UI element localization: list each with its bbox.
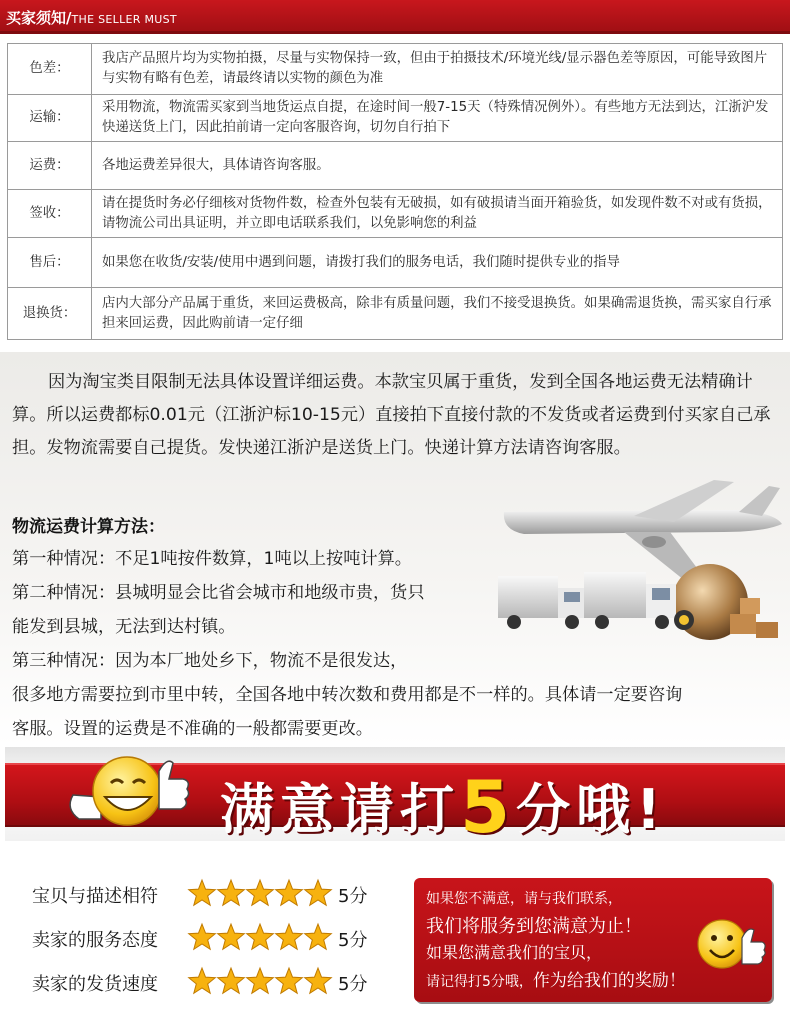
star-icon: [189, 968, 216, 993]
notice-row-signing: [8, 190, 783, 238]
notice-row-transport: [8, 95, 783, 142]
star-icon: [218, 880, 245, 905]
five-star-icon: [187, 922, 337, 952]
rating-score: 5分: [338, 930, 368, 951]
note-line: [426, 966, 686, 991]
buyer-notice-table: [7, 43, 783, 340]
freight-intro: 因为淘宝类目限制无法具体设置详细运费。本款宝贝属于重货，发到全国各地运费无法精确计算。所以运费都标0.01元（江浙沪标10-15元）直接拍下直接付款的不发货或者运费到付买家自己承担。发物流需要自己提货。发快递江浙沪是送货上门。快递计算方法请咨询客服。: [12, 372, 771, 458]
five-star-icon: [187, 966, 337, 996]
notice-text: 请在提货时务必仔细核对货物件数，检查外包装有无破损，如有破损请当面开箱验货，如发现件数不对或有货损，请物流公司出具证明，并立即电话联系我们，以免影响您的利益: [92, 190, 783, 238]
star-icon: [305, 880, 332, 905]
star-icon: [276, 968, 303, 993]
rating-row: [32, 920, 392, 964]
method-line: 客服。设置的运费是不准确的一般都需要更改。: [12, 719, 373, 739]
star-icon: [218, 924, 245, 949]
satisfaction-note: [414, 878, 772, 1002]
note-line-part: 请记得打5分哦，: [426, 974, 533, 990]
notice-text: 店内大部分产品属于重货，来回运费极高，除非有质量问题，我们不接受退换货。如果确需退货换，需买家自行承担来回运费，因此购前请一定仔细: [92, 288, 783, 340]
method-line: 能发到县城，无法到达村镇。: [12, 617, 236, 637]
method-title: 物流运费计算方法：: [12, 517, 165, 537]
rating-row: [32, 876, 392, 920]
note-line: 如果您不满意，请与我们联系，: [426, 891, 622, 907]
star-icon: [218, 968, 245, 993]
ratings-list: [32, 876, 392, 1008]
notice-label: 色差：: [8, 44, 92, 95]
rating-label: 卖家的服务态度: [32, 930, 158, 951]
notice-text: 我店产品照片均为实物拍摄，尽量与实物保持一致，但由于拍摄技术/环境光线/显示器色差等原因，可能导致图片与实物有略有色差，请最终请以实物的颜色为准: [92, 44, 783, 95]
method-line: 第二种情况：县城明显会比省会城市和地级市贵，货只: [12, 583, 425, 603]
thumbs-up-smiley-icon: [55, 749, 195, 839]
notice-row-color: [8, 44, 783, 95]
rating-label: 卖家的发货速度: [32, 974, 158, 995]
slogan-text: 满意请打: [220, 778, 460, 841]
note-line: 如果您满意我们的宝贝，: [426, 943, 603, 962]
notice-label: 运输：: [8, 95, 92, 142]
star-icon: [276, 924, 303, 949]
header-title: [6, 7, 177, 28]
header-bar: [0, 0, 790, 34]
star-icon: [247, 880, 274, 905]
notice-label: 运费：: [8, 142, 92, 190]
rating-score: 5分: [338, 886, 368, 907]
slogan-five: 5: [460, 765, 517, 849]
notice-text: 各地运费差异很大，具体请咨询客服。: [92, 142, 783, 190]
notice-label: 售后：: [8, 238, 92, 288]
banner-slogan: [220, 761, 667, 849]
note-line-part: 作为给我们的奖励！: [532, 971, 686, 991]
star-icon: [276, 880, 303, 905]
star-icon: [189, 924, 216, 949]
header-title-text: 买家须知/: [6, 9, 72, 27]
star-icon: [305, 968, 332, 993]
header-subtitle: THE SELLER MUST: [71, 13, 177, 26]
method-line: 很多地方需要拉到市里中转，全国各地中转次数和费用都是不一样的。具体请一定要咨询: [12, 685, 683, 705]
notice-label: 退换货：: [8, 288, 92, 340]
five-star-icon: [187, 878, 337, 908]
notice-label: 签收：: [8, 190, 92, 238]
notice-row-after-sales: [8, 238, 783, 288]
star-icon: [247, 924, 274, 949]
notice-row-returns: [8, 288, 783, 340]
airplane-truck-globe-illustration: [484, 472, 788, 652]
rating-score: 5分: [338, 974, 368, 995]
method-line: 第一种情况：不足1吨按件数算，1吨以上按吨计算。: [12, 549, 412, 569]
freight-section: [0, 352, 790, 746]
method-line: 第三种情况：因为本厂地处乡下，物流不是很发达，: [12, 651, 408, 671]
slogan-text-end: 分哦!: [516, 778, 667, 841]
notice-row-shipping-fee: [8, 142, 783, 190]
rating-banner: [5, 747, 785, 849]
thumbs-up-smiley-icon: [688, 908, 768, 978]
note-line: 我们将服务到您满意为止！: [426, 916, 642, 937]
star-icon: [189, 880, 216, 905]
notice-text: 采用物流，物流需买家到当地货运点自提，在途时间一般7-15天（特殊情况例外）。有些地方无法到达，江浙沪发快递送货上门，因此拍前请一定向客服咨询，切勿自行拍下: [92, 95, 783, 142]
notice-text: 如果您在收货/安装/使用中遇到问题，请拨打我们的服务电话，我们随时提供专业的指导: [92, 238, 783, 288]
rating-label: 宝贝与描述相符: [32, 886, 158, 907]
rating-row: [32, 964, 392, 1008]
star-icon: [305, 924, 332, 949]
star-icon: [247, 968, 274, 993]
